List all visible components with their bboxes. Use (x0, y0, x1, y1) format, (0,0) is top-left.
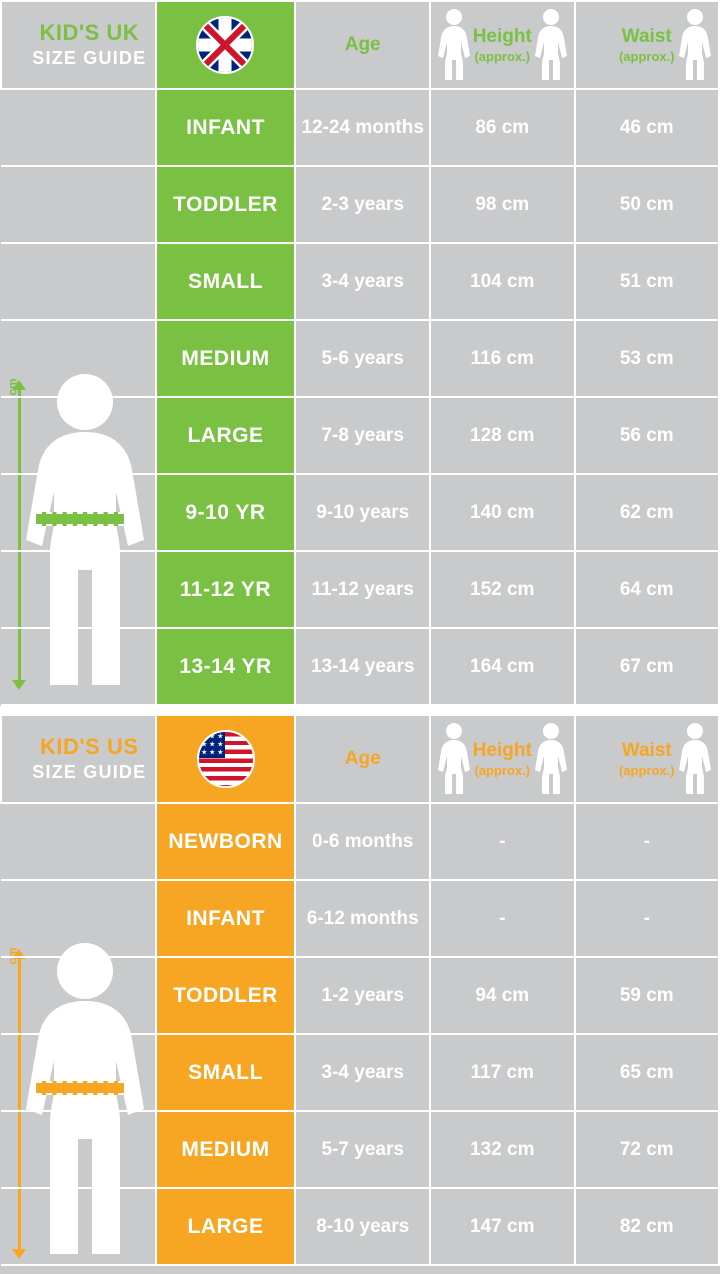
height-value: 147 cm (430, 1188, 574, 1265)
height-value: 104 cm (430, 243, 575, 320)
brand-line-2: SIZE GUIDE (32, 48, 147, 68)
waist-value: 64 cm (575, 551, 720, 628)
row-spacer (1, 166, 156, 243)
row-spacer (1, 474, 156, 551)
us-size-guide-panel (0, 714, 720, 1274)
size-label: 9-10 YR (156, 474, 296, 551)
us-flag-icon (197, 730, 255, 788)
row-spacer (1, 628, 156, 705)
header-height (430, 715, 574, 803)
table-row (1, 551, 719, 628)
table-row (1, 1034, 719, 1111)
size-label: MEDIUM (156, 320, 296, 397)
height-value: 128 cm (430, 397, 575, 474)
waist-value: 56 cm (575, 397, 720, 474)
row-spacer (1, 243, 156, 320)
age-value: 11-12 years (295, 551, 430, 628)
age-value: 0-6 months (295, 803, 430, 880)
height-value: 164 cm (430, 628, 575, 705)
header-waist-label: Waist (621, 740, 672, 761)
waist-value: 62 cm (575, 474, 720, 551)
waist-value: 65 cm (575, 1034, 720, 1111)
waist-value: 82 cm (575, 1188, 720, 1265)
row-spacer (1, 397, 156, 474)
header-height-label: Height (472, 740, 532, 761)
uk-flag-icon (196, 16, 254, 74)
height-value: - (430, 880, 574, 957)
table-row (1, 89, 719, 166)
table-header-row (1, 1, 719, 89)
header-height-sub: (approx.) (474, 763, 531, 778)
size-label: TODDLER (156, 957, 296, 1034)
table-row (1, 628, 719, 705)
waist-value: 46 cm (575, 89, 720, 166)
size-label: MEDIUM (156, 1111, 296, 1188)
header-age: Age (295, 715, 430, 803)
us-brand-title (1, 715, 156, 803)
size-label: SMALL (156, 1034, 296, 1111)
age-value: 3-4 years (295, 243, 430, 320)
row-spacer (1, 320, 156, 397)
height-value: 98 cm (430, 166, 575, 243)
size-label: SMALL (156, 243, 296, 320)
waist-value: 51 cm (575, 243, 720, 320)
row-spacer (1, 89, 156, 166)
height-value: 117 cm (430, 1034, 574, 1111)
header-waist (575, 715, 720, 803)
table-row (1, 243, 719, 320)
table-row (1, 166, 719, 243)
height-value: 94 cm (430, 957, 574, 1034)
axis-label: cm (5, 378, 20, 396)
size-label: LARGE (156, 1188, 296, 1265)
waist-value: 72 cm (575, 1111, 720, 1188)
height-value: 116 cm (430, 320, 575, 397)
table-row (1, 320, 719, 397)
row-spacer (1, 1111, 156, 1188)
header-age: Age (295, 1, 430, 89)
header-height-sub: (approx.) (474, 49, 531, 64)
table-row (1, 397, 719, 474)
size-label: 13-14 YR (156, 628, 296, 705)
row-spacer (1, 957, 156, 1034)
age-value: 1-2 years (295, 957, 430, 1034)
height-value: 140 cm (430, 474, 575, 551)
table-row (1, 880, 719, 957)
age-value: 5-6 years (295, 320, 430, 397)
waist-value: - (575, 880, 720, 957)
waist-value: 53 cm (575, 320, 720, 397)
age-value: 12-24 months (295, 89, 430, 166)
table-row (1, 1111, 719, 1188)
row-spacer (1, 1034, 156, 1111)
header-height (430, 1, 575, 89)
age-value: 6-12 months (295, 880, 430, 957)
brand-line-2: SIZE GUIDE (32, 762, 147, 782)
age-value: 2-3 years (295, 166, 430, 243)
size-label: NEWBORN (156, 803, 296, 880)
us-size-table (0, 714, 720, 1266)
height-value: 132 cm (430, 1111, 574, 1188)
age-value: 8-10 years (295, 1188, 430, 1265)
age-value: 7-8 years (295, 397, 430, 474)
row-spacer (1, 803, 156, 880)
row-spacer (1, 551, 156, 628)
uk-brand-title (1, 1, 156, 89)
height-value: 152 cm (430, 551, 575, 628)
waist-value: 59 cm (575, 957, 720, 1034)
brand-line-1: KID'S US (40, 734, 139, 759)
age-value: 13-14 years (295, 628, 430, 705)
header-height-label: Height (472, 26, 532, 47)
size-label: INFANT (156, 89, 296, 166)
size-label: LARGE (156, 397, 296, 474)
waist-value: 67 cm (575, 628, 720, 705)
table-row (1, 957, 719, 1034)
waist-value: - (575, 803, 720, 880)
uk-flag-cell (156, 1, 296, 89)
table-row (1, 1188, 719, 1265)
height-value: 86 cm (430, 89, 575, 166)
age-value: 3-4 years (295, 1034, 430, 1111)
size-label: INFANT (156, 880, 296, 957)
axis-label: cm (5, 947, 20, 965)
table-row (1, 474, 719, 551)
header-waist-label: Waist (621, 26, 672, 47)
row-spacer (1, 880, 156, 957)
waist-value: 50 cm (575, 166, 720, 243)
table-header-row (1, 715, 719, 803)
age-value: 5-7 years (295, 1111, 430, 1188)
brand-line-1: KID'S UK (39, 20, 140, 45)
header-waist-sub: (approx.) (618, 49, 675, 64)
size-label: TODDLER (156, 166, 296, 243)
header-waist (575, 1, 720, 89)
height-value: - (430, 803, 574, 880)
header-waist-sub: (approx.) (618, 763, 675, 778)
table-row (1, 803, 719, 880)
us-flag-cell (156, 715, 296, 803)
age-value: 9-10 years (295, 474, 430, 551)
row-spacer (1, 1188, 156, 1265)
size-label: 11-12 YR (156, 551, 296, 628)
